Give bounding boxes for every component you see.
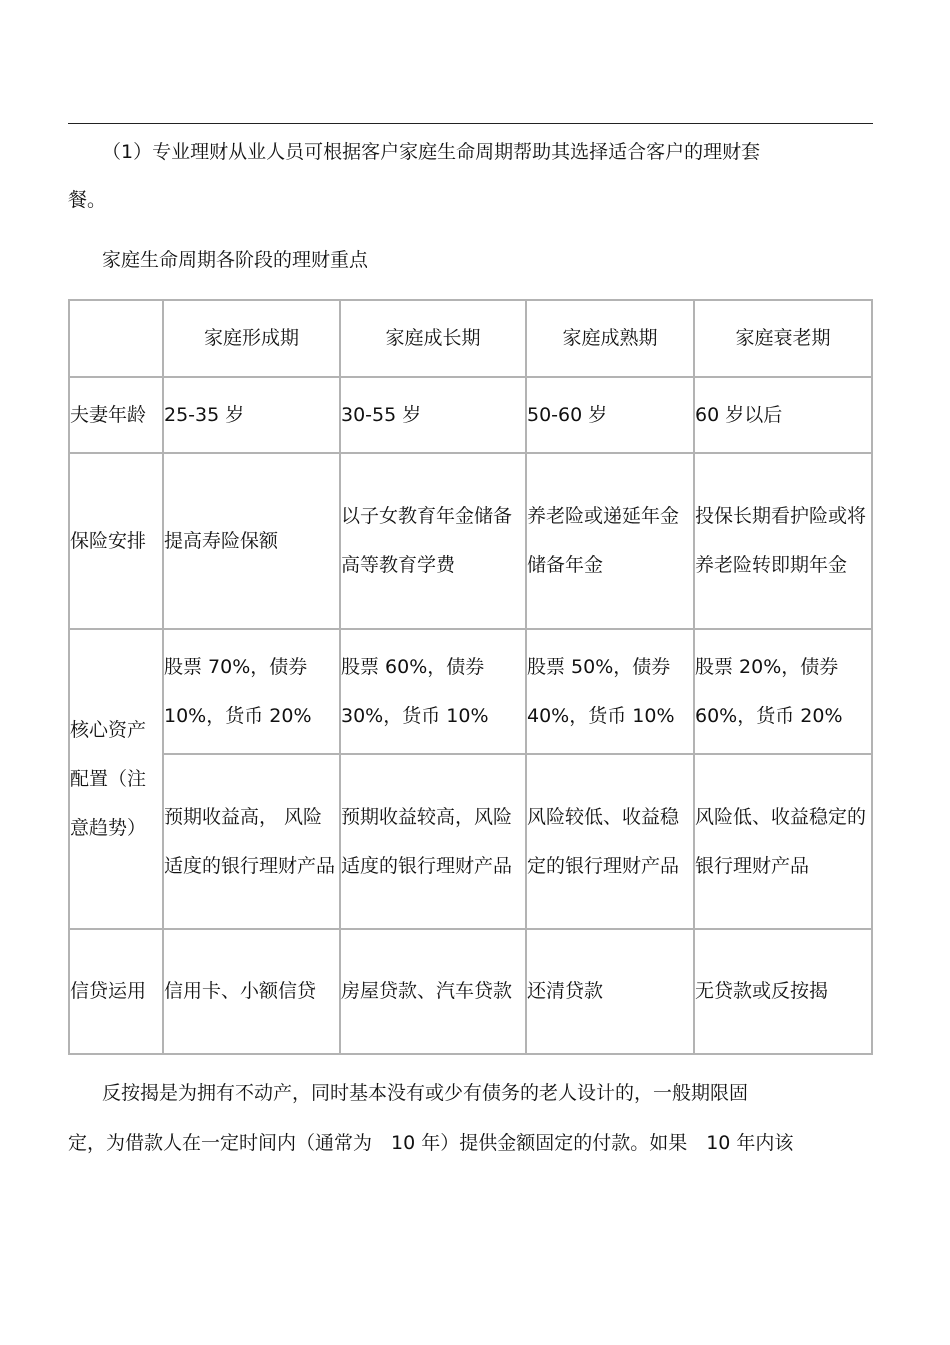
- cell-allocation-maturity: 股票 50%，债券 40%，货币 10%: [526, 629, 694, 754]
- row-label-assets: 核心资产配置（注意趋势）: [69, 629, 163, 929]
- row-label-credit: 信贷运用: [69, 929, 163, 1054]
- cell-allocation-formation: 股票 70%，债券 10%，货币 20%: [163, 629, 340, 754]
- cell-age-formation: 25-35 岁: [163, 377, 340, 453]
- header-maturity: 家庭成熟期: [526, 300, 694, 377]
- corner-cell: [69, 300, 163, 377]
- header-formation: 家庭形成期: [163, 300, 340, 377]
- table-row: [69, 629, 872, 754]
- cell-age-maturity: 50-60 岁: [526, 377, 694, 453]
- row-label-insurance: 保险安排: [69, 453, 163, 629]
- cell-credit-growth: 房屋贷款、汽车贷款: [340, 929, 526, 1054]
- cell-insurance-formation: 提高寿险保额: [163, 453, 340, 629]
- cell-insurance-decline: 投保长期看护险或将养老险转即期年金: [694, 453, 872, 629]
- header-decline: 家庭衰老期: [694, 300, 872, 377]
- header-growth: 家庭成长期: [340, 300, 526, 377]
- header-rule: [68, 123, 873, 124]
- outro-line-1: 反按揭是为拥有不动产，同时基本没有或少有债务的老人设计的，一般期限固: [102, 1082, 749, 1104]
- cell-age-growth: 30-55 岁: [340, 377, 526, 453]
- cell-age-decline: 60 岁以后: [694, 377, 872, 453]
- cell-products-decline: 风险低、收益稳定的银行理财产品: [694, 754, 872, 929]
- table-header-row: [69, 300, 872, 377]
- cell-credit-formation: 信用卡、小额信贷: [163, 929, 340, 1054]
- life-cycle-table: [68, 299, 873, 1055]
- outro-paragraph: [68, 1068, 873, 1168]
- table-row: [69, 929, 872, 1054]
- intro-line-2: 餐。: [68, 189, 107, 211]
- cell-allocation-decline: 股票 20%，债券 60%，货币 20%: [694, 629, 872, 754]
- table-row: [69, 754, 872, 929]
- table-row: [69, 377, 872, 453]
- outro-line-2: 定，为借款人在一定时间内（通常为 10 年）提供金额固定的付款。如果 10 年内该: [68, 1132, 794, 1154]
- cell-credit-maturity: 还清贷款: [526, 929, 694, 1054]
- table-row: [69, 453, 872, 629]
- cell-products-formation: 预期收益高， 风险适度的银行理财产品: [163, 754, 340, 929]
- cell-allocation-growth: 股票 60%，债券 30%，货币 10%: [340, 629, 526, 754]
- table-caption: 家庭生命周期各阶段的理财重点: [102, 249, 369, 271]
- row-label-age: 夫妻年龄: [69, 377, 163, 453]
- cell-insurance-maturity: 养老险或递延年金储备年金: [526, 453, 694, 629]
- cell-credit-decline: 无贷款或反按揭: [694, 929, 872, 1054]
- intro-line-1: （1）专业理财从业人员可根据客户家庭生命周期帮助其选择适合客户的理财套: [102, 141, 761, 163]
- cell-products-maturity: 风险较低、收益稳定的银行理财产品: [526, 754, 694, 929]
- cell-insurance-growth: 以子女教育年金储备高等教育学费: [340, 453, 526, 629]
- cell-products-growth: 预期收益较高，风险适度的银行理财产品: [340, 754, 526, 929]
- intro-paragraph: [68, 128, 873, 224]
